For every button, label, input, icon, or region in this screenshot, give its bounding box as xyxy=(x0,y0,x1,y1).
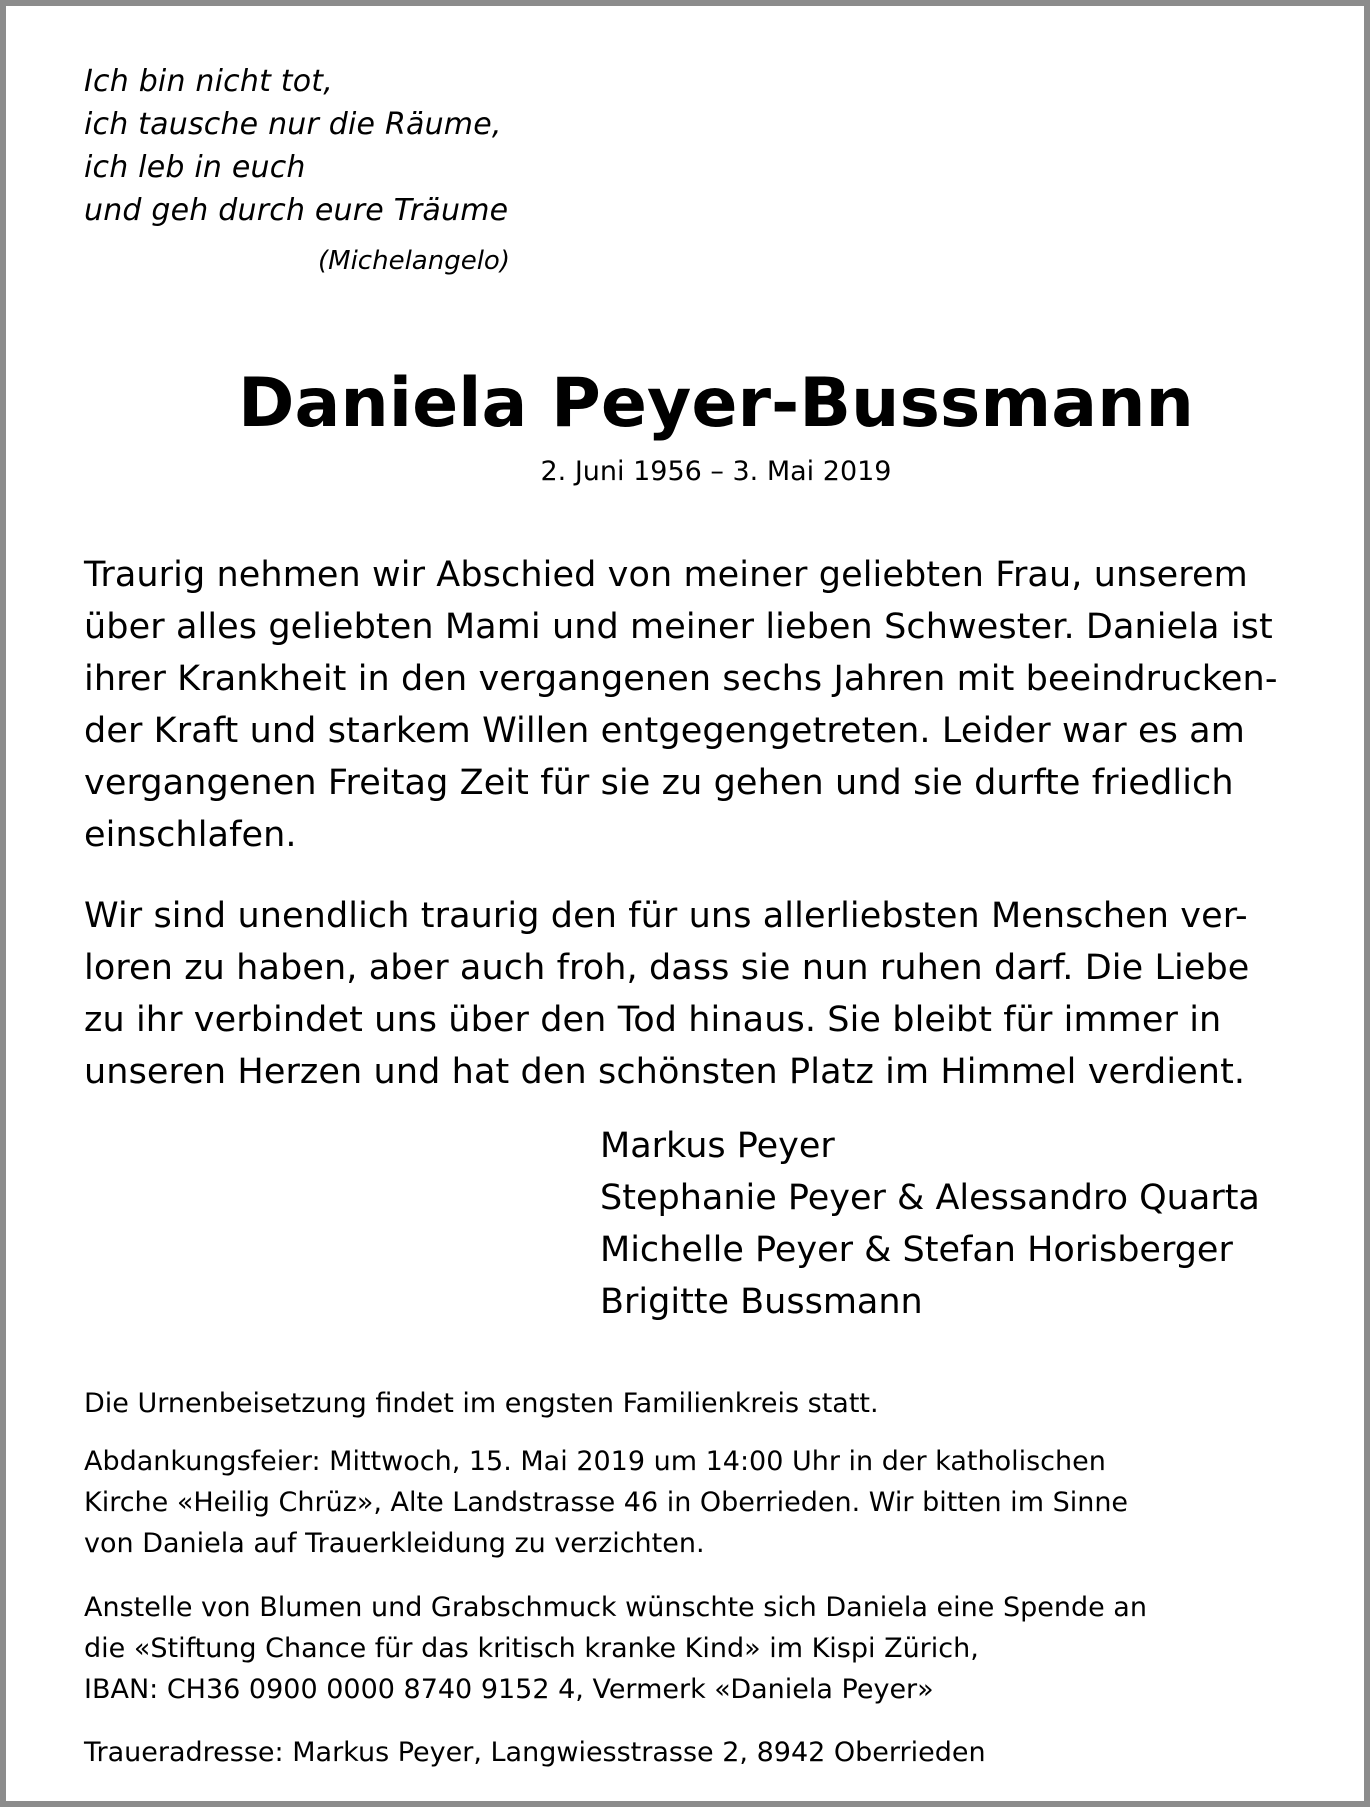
message-paragraph-1 xyxy=(84,549,1334,861)
donation-note xyxy=(84,1587,1334,1710)
mourner-name: Markus Peyer xyxy=(600,1126,835,1166)
message-paragraph-2 xyxy=(84,890,1334,1098)
ceremony-note xyxy=(84,1441,1334,1564)
poem-line: ich leb in euch xyxy=(84,150,306,185)
text-line: über alles geliebten Mami und meiner lieben Schwester. Daniela ist xyxy=(84,607,1273,647)
note-line: Abdankungsfeier: Mittwoch, 15. Mai 2019 um 14:00 Uhr in der katholischen xyxy=(84,1446,1106,1477)
burial-note xyxy=(84,1383,1334,1424)
note-line: Kirche «Heilig Chrüz», Alte Landstrasse 46 in Oberrieden. Wir bitten im Sinne xyxy=(84,1487,1129,1518)
life-dates: 2. Juni 1956 – 3. Mai 2019 xyxy=(540,456,892,487)
mourner-name: Brigitte Bussmann xyxy=(600,1282,923,1322)
text-line: der Kraft und starkem Willen entgegengetreten. Leider war es am xyxy=(84,711,1245,751)
poem xyxy=(84,60,508,232)
mourning-address xyxy=(84,1732,1334,1773)
text-line: loren zu haben, aber auch froh, dass sie nun ruhen darf. Die Liebe xyxy=(84,948,1250,988)
poem-line: und geh durch eure Träume xyxy=(84,193,509,228)
poem-attribution: (Michelangelo) xyxy=(318,246,510,276)
poem-line: Ich bin nicht tot, xyxy=(84,64,333,99)
note-line: von Daniela auf Trauerkleidung zu verzichten. xyxy=(84,1528,705,1559)
mourners-list xyxy=(600,1120,1260,1328)
note-line: Die Urnenbeisetzung findet im engsten Familienkreis statt. xyxy=(84,1388,879,1419)
text-line: Traurig nehmen wir Abschied von meiner geliebten Frau, unserem xyxy=(84,555,1248,595)
text-line: zu ihr verbindet uns über den Tod hinaus. Sie bleibt für immer in xyxy=(84,1000,1222,1040)
mourner-name: Stephanie Peyer & Alessandro Quarta xyxy=(600,1178,1260,1218)
poem-line: ich tausche nur die Räume, xyxy=(84,107,502,142)
text-line: vergangenen Freitag Zeit für sie zu gehen und sie durfte friedlich xyxy=(84,763,1234,803)
note-line: die «Stiftung Chance für das kritisch kranke Kind» im Kispi Zürich, xyxy=(84,1633,979,1664)
mourner-name: Michelle Peyer & Stefan Horisberger xyxy=(600,1230,1233,1270)
text-line: Wir sind unendlich traurig den für uns allerliebsten Menschen ver- xyxy=(84,896,1248,936)
text-line: unseren Herzen und hat den schönsten Platz im Himmel verdient. xyxy=(84,1052,1246,1092)
note-line: Traueradresse: Markus Peyer, Langwiesstrasse 2, 8942 Oberrieden xyxy=(84,1737,986,1768)
deceased-name: Daniela Peyer-Bussmann xyxy=(238,364,1194,443)
note-line: IBAN: CH36 0900 0000 8740 9152 4, Vermerk «Daniela Peyer» xyxy=(84,1674,934,1705)
text-line: einschlafen. xyxy=(84,815,297,855)
note-line: Anstelle von Blumen und Grabschmuck wünschte sich Daniela eine Spende an xyxy=(84,1592,1147,1623)
text-line: ihrer Krankheit in den vergangenen sechs Jahren mit beeindrucken- xyxy=(84,659,1278,699)
